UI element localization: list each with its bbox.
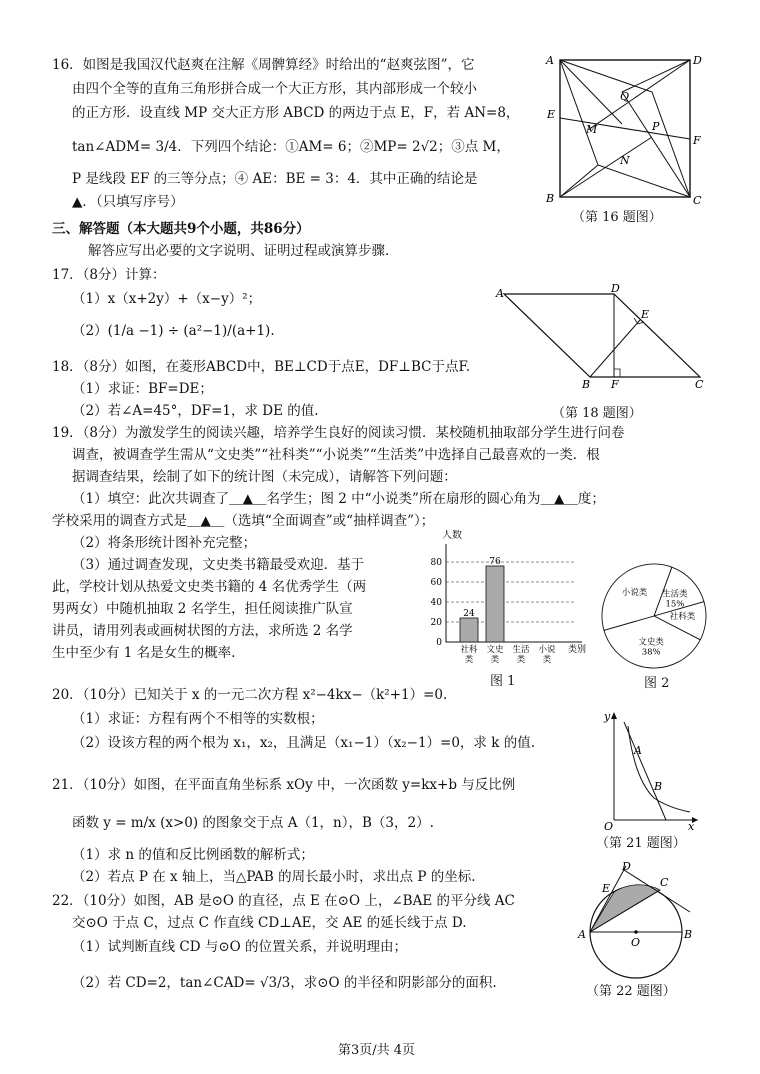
bar-category-label: 生活 xyxy=(512,645,530,655)
q21-part2: （2）若点 P 在 x 轴上，当△PAB 的周长最小时，求出点 P 的坐标. xyxy=(72,869,476,885)
q22-figure xyxy=(574,860,706,982)
q18-figure xyxy=(490,284,720,394)
q16-label-Q: Q xyxy=(620,90,630,103)
bar-chart-ylabel: 人数 xyxy=(442,530,462,541)
pie-slice-label: 社科类 xyxy=(669,611,696,622)
q19-line8: 此，学校计划从热爱文史类书籍的 4 名优秀学生（两 xyxy=(52,579,367,595)
q19-line9: 男两女）中随机抽取 2 名学生，担任阅读推广队宣 xyxy=(52,601,353,617)
bar-category-label: 类 xyxy=(464,655,474,665)
q19-line4: （1）填空：此次共调查了＿▲＿名学生；图 2 中“小说类”所在扇形的圆心角为＿▲＿度； xyxy=(72,491,605,507)
q21-label-O: O xyxy=(604,820,614,830)
bar-value-label: 76 xyxy=(489,557,501,567)
q22-part2: （2）若 CD=2，tan∠CAD= √3/3，求⊙O 的半径和阴影部分的面积. xyxy=(72,975,497,991)
q18-caption: （第 18 题图） xyxy=(552,406,642,421)
q22-label-O: O xyxy=(631,936,641,949)
q21-label-x: x xyxy=(688,820,695,830)
section3-note: 解答应写出必要的文字说明、证明过程或演算步骤. xyxy=(88,243,390,259)
q16-line1: 16．如图是我国汉代赵爽在注解《周髀算经》时给出的“赵爽弦图”，它 xyxy=(52,57,475,73)
q20-part1: （1）求证：方程有两个不相等的实数根； xyxy=(72,711,324,727)
section3-title: 三、解答题（本大题共9个小题，共86分） xyxy=(52,221,310,237)
q16-label-A: A xyxy=(546,54,554,67)
q18-label-F: F xyxy=(611,378,619,391)
q19-bar-chart xyxy=(418,530,598,670)
q22-label-B: B xyxy=(684,928,693,941)
bar-category-label: 类 xyxy=(490,655,500,665)
q16-label-C: C xyxy=(693,194,702,207)
q17-part2: （2）(1/a −1) ÷ (a²−1)/(a+1). xyxy=(72,323,275,339)
q19-line11: 生中至少有 1 名是女生的概率. xyxy=(52,645,236,661)
q22-label-D: D xyxy=(622,860,631,873)
q19-line5: 学校采用的调查方式是＿▲＿（选填“全面调查”或“抽样调查”）； xyxy=(52,513,435,529)
q21-label-y: y xyxy=(604,710,611,723)
bar-0 xyxy=(460,618,478,642)
bar-ytick-label: 20 xyxy=(430,618,442,628)
q22-line1: 22．（10分）如图，AB 是⊙O 的直径，点 E 在⊙O 上，∠BAE 的平分线 AC xyxy=(52,893,515,909)
bar-category-label: 社科 xyxy=(460,645,478,655)
q16-label-E: E xyxy=(547,108,556,121)
bar-category-label: 文史 xyxy=(486,645,504,655)
q19-fig1-caption: 图 1 xyxy=(490,674,516,689)
bar-category-label: 小说 xyxy=(538,645,556,655)
q18-part1: （1）求证：BF=DE； xyxy=(72,381,213,397)
q22-caption: （第 22 题图） xyxy=(586,984,676,999)
bar-value-label: 24 xyxy=(463,609,475,619)
q19-line7: （3）通过调查发现，文史类书籍最受欢迎．基于 xyxy=(72,557,365,573)
q18-label-B: B xyxy=(582,378,591,391)
page-footer: 第3页/共 4页 xyxy=(338,1043,416,1058)
bar-category-label: 类 xyxy=(516,655,526,665)
q18-label-E: E xyxy=(641,308,650,321)
q16-line6: ▲．（只填写序号） xyxy=(72,194,184,210)
pie-slice-label: 文史类 xyxy=(638,637,664,648)
q16-label-N: N xyxy=(620,154,630,167)
q22-label-C: C xyxy=(660,876,669,889)
q18-part2: （2）若∠A=45°，DF=1，求 DE 的值. xyxy=(72,403,319,419)
bar-category-label: 类 xyxy=(542,655,552,665)
q21-line1: 21．（10分）如图，在平面直角坐标系 xOy 中，一次函数 y=kx+b 与反比例 xyxy=(52,777,516,793)
q21-caption: （第 21 题图） xyxy=(596,836,686,851)
q18-label-D: D xyxy=(611,284,620,295)
q19-line2: 调查，被调查学生需从“文史类”“社科类”“小说类”“生活类”中选择自己最喜欢的一类．根 xyxy=(72,447,600,463)
q16-label-F: F xyxy=(693,134,701,147)
q22-label-E: E xyxy=(602,882,611,895)
q16-line5: P 是线段 EF 的三等分点；④ AE：BE = 3：4．其中正确的结论是 xyxy=(72,171,478,187)
q22-line2: 交⊙O 于点 C，过点 C 作直线 CD⊥AE，交 AE 的延长线于点 D. xyxy=(72,915,467,931)
q21-label-B: B xyxy=(654,780,663,793)
q18-head: 18．（8分）如图，在菱形ABCD中，BE⊥CD于点E，DF⊥BC于点F. xyxy=(52,359,471,375)
q16-line4: tan∠ADM= 3/4．下列四个结论：①AM= 6；②MP= 2√2；③点 M， xyxy=(72,139,510,155)
q21-figure xyxy=(594,708,704,830)
q16-label-P: P xyxy=(652,120,660,133)
bar-1 xyxy=(486,566,504,642)
q22-part1: （1）试判断直线 CD 与⊙O 的位置关系，并说明理由； xyxy=(72,939,407,955)
q17-head: 17．（8分）计算： xyxy=(52,267,166,283)
q16-figure xyxy=(540,52,710,210)
q20-head: 20．（10分）已知关于 x 的一元二次方程 x²−4kx−（k²+1）=0. xyxy=(52,687,448,703)
q19-line6: （2）将条形统计图补充完整； xyxy=(72,535,257,551)
q19-fig2-caption: 图 2 xyxy=(644,676,670,691)
q18-label-A: A xyxy=(496,287,504,300)
pie-percent-label: 15% xyxy=(665,599,685,610)
bar-ytick-label: 40 xyxy=(430,598,442,608)
bar-ytick-label: 60 xyxy=(430,578,442,588)
q19-line1: 19．（8分）为激发学生的阅读兴趣，培养学生良好的阅读习惯．某校随机抽取部分学生进行问卷 xyxy=(52,425,625,441)
q19-pie-chart xyxy=(598,560,710,672)
q21-line2: 函数 y = m/x (x>0) 的图象交于点 A（1，n），B（3，2）. xyxy=(72,815,434,831)
q19-line3: 据调查结果，绘制了如下的统计图（未完成），请解答下列问题： xyxy=(72,469,457,485)
bar-chart-xlabel: 类别 xyxy=(568,645,587,655)
pie-slice-label: 小说类 xyxy=(621,588,648,599)
q16-label-M: M xyxy=(586,123,598,136)
q19-line10: 讲员，请用列表或画树状图的方法，求所选 2 名学 xyxy=(52,623,353,639)
q16-label-D: D xyxy=(693,54,702,67)
pie-slice-label: 生活类 xyxy=(662,589,688,600)
q21-part1: （1）求 n 的值和反比例函数的解析式； xyxy=(72,847,314,863)
q17-part1: （1）x（x+2y）+（x−y）²； xyxy=(72,291,262,307)
pie-percent-label: 38% xyxy=(641,647,661,658)
q16-line3: 的正方形．设直线 MP 交大正方形 ABCD 的两边于点 E，F，若 AN=8， xyxy=(72,105,520,121)
q16-label-B: B xyxy=(546,192,555,205)
q16-caption: （第 16 题图） xyxy=(572,210,662,225)
q22-label-A: A xyxy=(578,928,586,941)
bar-ytick-label: 0 xyxy=(436,638,442,648)
bar-ytick-label: 80 xyxy=(430,558,442,568)
q18-label-C: C xyxy=(695,378,704,391)
q16-line2: 由四个全等的直角三角形拼合成一个大正方形，其内部形成一个较小 xyxy=(72,81,477,97)
q20-part2: （2）设该方程的两个根为 x₁，x₂，且满足（x₁−1）（x₂−1）=0，求 k 的值. xyxy=(72,735,535,751)
q21-label-A: A xyxy=(634,744,642,757)
